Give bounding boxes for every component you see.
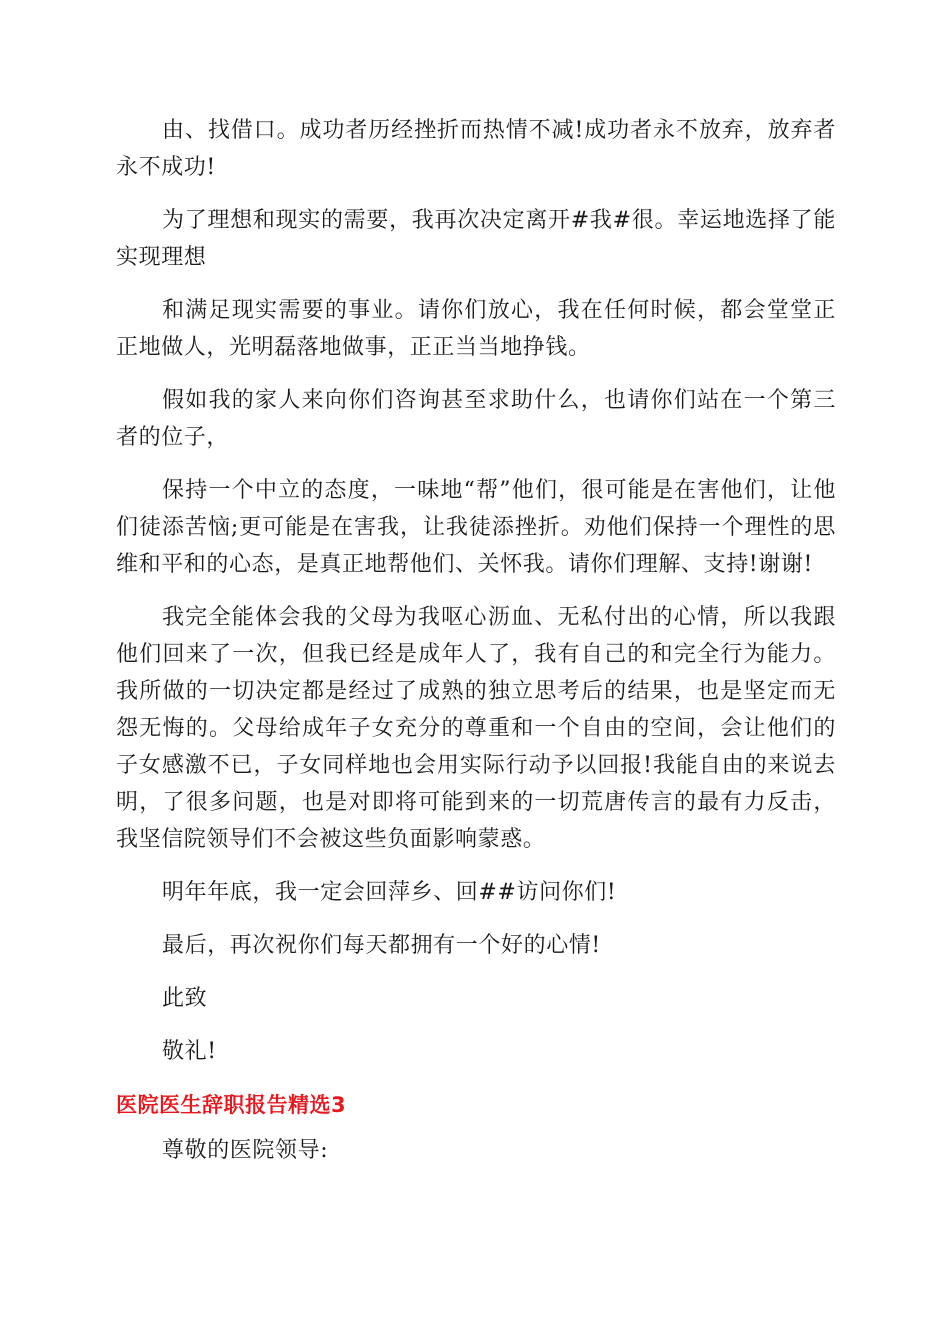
paragraph: 最后，再次祝你们每天都拥有一个好的心情! [162, 933, 601, 958]
paragraph: 保持一个中立的态度，一味地“帮”他们，很可能是在害他们，让他们徒添苦恼;更可能是在害我，让我徒添挫折。劝他们保持一个理性的思维和平和的心态，是真正地帮他们、关怀我。请你们理解、支持!谢谢! [116, 478, 836, 577]
paragraph: 为了理想和现实的需要，我再次决定离开#我#很。幸运地选择了能实现理想 [116, 208, 836, 270]
paragraph: 我完全能体会我的父母为我呕心沥血、无私付出的心情，所以我跟他们回来了一次，但我已经是成年人了，我有自己的和完全行为能力。我所做的一切决定都是经过了成熟的独立思考后的结果，也是坚定而无怨无悔的。父母给成年子女充分的尊重和一个自由的空间，会让他们的子女感激不已，子女同样地也会用实际行动予以回报!我能自由的来说去明，了很多问题，也是对即将可能到来的一切荒唐传言的最有力反击，我坚信院领导们不会被这些负面影响蒙惑。 [116, 605, 836, 852]
closing-salute: 敬礼! [162, 1039, 217, 1064]
salutation: 尊敬的医院领导: [162, 1138, 329, 1163]
closing-line: 此致 [162, 986, 208, 1011]
paragraph: 假如我的家人来向你们咨询甚至求助什么，也请你们站在一个第三者的位子， [116, 388, 836, 450]
paragraph: 和满足现实需要的事业。请你们放心，我在任何时候，都会堂堂正正地做人，光明磊落地做事，正正当当地挣钱。 [116, 298, 836, 360]
section-heading: 医院医生辞职报告精选3 [116, 1093, 347, 1117]
paragraph: 由、找借口。成功者历经挫折而热情不减!成功者永不放弃，放弃者永不成功! [116, 118, 836, 180]
document-page [116, 112, 836, 1185]
paragraph: 明年年底，我一定会回萍乡、回##访问你们! [162, 880, 617, 905]
